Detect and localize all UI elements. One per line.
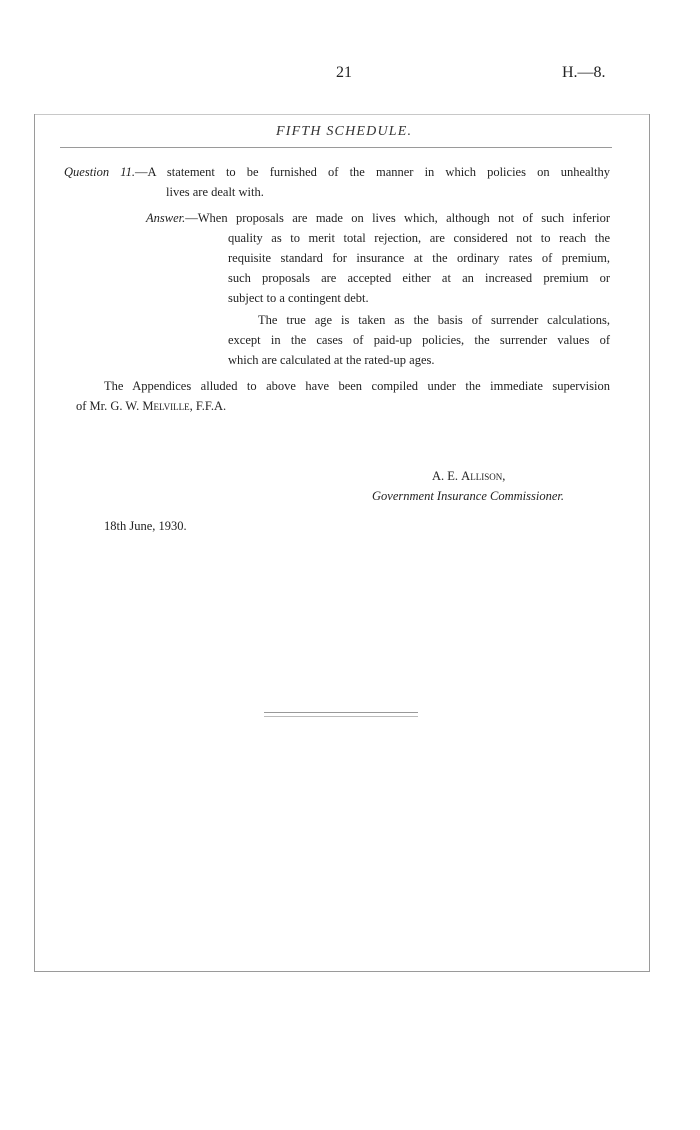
closing-rule	[264, 712, 418, 713]
answer-para2-line-1: The true age is taken as the basis of surrender calculations,	[258, 313, 610, 327]
appendices-prefix: of Mr. G. W.	[76, 399, 143, 413]
appendices-note-line-2	[76, 396, 226, 416]
heading-rule	[60, 147, 612, 148]
page-number: 21	[336, 64, 352, 81]
answer-line-3: requisite standard for insurance at the ordinary rates of premium,	[228, 251, 610, 265]
answer-para2-line-3: which are calculated at the rated-up ages.	[228, 353, 435, 367]
answer-line-5: subject to a contingent debt.	[228, 291, 369, 305]
question-line-2: lives are dealt with.	[166, 185, 264, 199]
question-line-1	[64, 162, 610, 182]
closing-rule-secondary	[264, 716, 418, 717]
document-date: 18th June, 1930.	[104, 519, 187, 533]
answer-text: —When proposals are made on lives which, although not of such inferior	[185, 211, 610, 225]
question-text: —A statement to be furnished of the manner in which policies on unhealthy	[134, 165, 611, 179]
signatory-title: Government Insurance Commissioner.	[372, 489, 564, 503]
answer-line-1	[146, 208, 610, 228]
signatory-comma: ,	[502, 469, 506, 483]
supervisor-credentials: , F.F.A.	[189, 399, 227, 413]
question-label: Question 11.	[64, 165, 135, 179]
supervisor-name: Melville	[142, 399, 190, 413]
signatory-initials: A. E.	[432, 469, 462, 483]
signatory-surname: Allison	[461, 469, 503, 483]
answer-para2-line-2: except in the cases of paid-up policies, the surrender values of	[228, 333, 610, 347]
appendices-note-line-1: The Appendices alluded to above have been compiled under the immediate supervision	[104, 379, 610, 393]
schedule-heading: FIFTH SCHEDULE.	[276, 124, 413, 139]
answer-label: Answer.	[146, 211, 186, 225]
signatory-name	[432, 466, 505, 486]
answer-line-2: quality as to merit total rejection, are considered not to reach the	[228, 231, 610, 245]
answer-line-4: such proposals are accepted either at an increased premium or	[228, 271, 610, 285]
document-reference: H.—8.	[562, 64, 606, 81]
